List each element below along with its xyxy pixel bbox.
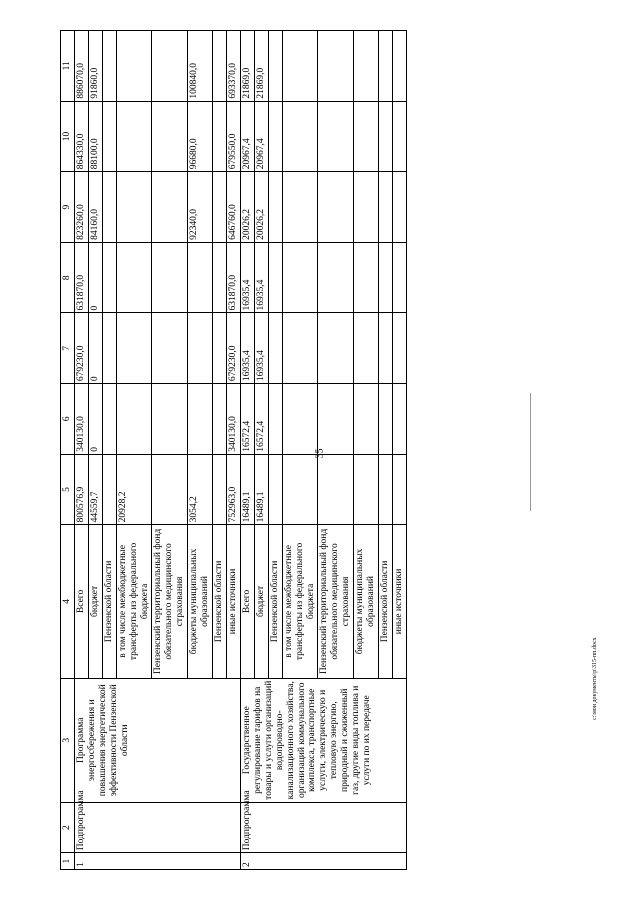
footer-path: с:\мои документы\p\315-пп.docx	[592, 637, 598, 720]
value-cell	[116, 313, 152, 384]
value-cell	[354, 454, 379, 525]
value-cell: 0	[88, 242, 102, 313]
value-cell	[102, 313, 116, 384]
row-label: бюджеты муниципальных образований	[354, 525, 379, 678]
value-cell	[102, 384, 116, 455]
value-cell: 886070,0	[74, 31, 88, 102]
row-label: бюджет	[254, 525, 268, 678]
row-label: Всего	[74, 525, 88, 678]
value-cell	[102, 454, 116, 525]
value-cell	[318, 313, 354, 384]
value-cell: 646760,0	[226, 172, 240, 243]
value-cell: 679230,0	[226, 313, 240, 384]
header-cell: 3	[61, 678, 75, 802]
value-cell: 16572,4	[254, 384, 268, 455]
value-cell: 88100,0	[88, 101, 102, 172]
value-cell: 16935,4	[254, 313, 268, 384]
row-c3: Программа энергосбережения и повышения энергетической эффективности Пензенской области	[74, 678, 240, 802]
value-cell: 752963,0	[226, 454, 240, 525]
value-cell	[392, 454, 406, 525]
row-c3: Государственное регулирование тарифов на товары и услуги организаций водопроводно-канализационного хозяйства, организаций коммунального комплекса, транспортные услуги, электрическую и тепловую энергию, природный и сжиженный газ, другие виды топлива и услуги по их передаче	[240, 678, 406, 802]
value-cell	[188, 313, 213, 384]
value-cell	[354, 313, 379, 384]
value-cell	[102, 172, 116, 243]
value-cell	[268, 172, 282, 243]
header-cell: 9	[61, 172, 75, 243]
value-cell: 21869,0	[240, 31, 254, 102]
value-cell: 91860,0	[88, 31, 102, 102]
row-label: Пензенской области	[268, 525, 282, 678]
value-cell: 16935,4	[240, 313, 254, 384]
value-cell	[318, 242, 354, 313]
row-label: Пензенской области	[379, 525, 393, 678]
value-cell	[268, 242, 282, 313]
value-cell: 16935,4	[240, 242, 254, 313]
row-label: Пензенской области	[213, 525, 227, 678]
budget-table	[60, 30, 407, 870]
header-cell: 6	[61, 384, 75, 455]
value-cell	[318, 384, 354, 455]
header-cell: 10	[61, 101, 75, 172]
row-label: Пензенский территориальный фонд обязательного медицинского страхования	[152, 525, 188, 678]
row-label: Пензенской области	[102, 525, 116, 678]
value-cell: 16489,1	[240, 454, 254, 525]
value-cell	[282, 172, 318, 243]
value-cell	[354, 242, 379, 313]
value-cell	[116, 31, 152, 102]
value-cell	[379, 313, 393, 384]
header-cell: 1	[61, 853, 75, 870]
value-cell	[282, 101, 318, 172]
header-cell: 5	[61, 454, 75, 525]
value-cell	[392, 31, 406, 102]
header-cell: 8	[61, 242, 75, 313]
value-cell	[116, 242, 152, 313]
value-cell	[152, 454, 188, 525]
value-cell: 864330,0	[74, 101, 88, 172]
value-cell: 21869,0	[254, 31, 268, 102]
table-row	[240, 31, 254, 870]
value-cell	[379, 454, 393, 525]
value-cell: 800576,9	[74, 454, 88, 525]
value-cell	[102, 101, 116, 172]
header-cell: 7	[61, 313, 75, 384]
value-cell	[213, 454, 227, 525]
row-label: Всего	[240, 525, 254, 678]
value-cell	[318, 101, 354, 172]
value-cell	[188, 384, 213, 455]
value-cell: 20967,4	[240, 101, 254, 172]
value-cell	[152, 31, 188, 102]
value-cell: 3054,2	[188, 454, 213, 525]
value-cell: 340130,0	[74, 384, 88, 455]
row-c2: Подпрограмма	[74, 802, 240, 852]
value-cell	[392, 384, 406, 455]
header-cell: 2	[61, 802, 75, 852]
value-cell	[213, 242, 227, 313]
value-cell: 92340,0	[188, 172, 213, 243]
value-cell: 631870,0	[74, 242, 88, 313]
value-cell	[152, 313, 188, 384]
value-cell: 0	[88, 313, 102, 384]
row-label: в том числе межбюджетные трансферты из федерального бюджета	[116, 525, 152, 678]
value-cell	[213, 384, 227, 455]
row-label: в том числе межбюджетные трансферты из федерального бюджета	[282, 525, 318, 678]
value-cell	[392, 313, 406, 384]
value-cell: 631870,0	[226, 242, 240, 313]
row-label: иные источники	[226, 525, 240, 678]
value-cell	[354, 31, 379, 102]
row-label: иные источники	[392, 525, 406, 678]
row-label: бюджет	[88, 525, 102, 678]
value-cell	[116, 101, 152, 172]
value-cell: 20026,2	[240, 172, 254, 243]
value-cell	[282, 313, 318, 384]
value-cell	[268, 101, 282, 172]
value-cell: 679230,0	[74, 313, 88, 384]
value-cell	[102, 31, 116, 102]
value-cell	[213, 31, 227, 102]
value-cell	[268, 384, 282, 455]
value-cell	[392, 101, 406, 172]
value-cell	[152, 101, 188, 172]
header-cell: 11	[61, 31, 75, 102]
value-cell: 0	[88, 384, 102, 455]
page-number: 35	[314, 448, 326, 459]
value-cell: 96680,0	[188, 101, 213, 172]
value-cell	[354, 384, 379, 455]
value-cell	[152, 242, 188, 313]
divider-line	[530, 393, 531, 511]
value-cell	[152, 384, 188, 455]
value-cell: 693370,0	[226, 31, 240, 102]
header-cell: 4	[61, 525, 75, 678]
row-c1: 1	[74, 853, 240, 870]
value-cell	[213, 101, 227, 172]
value-cell	[392, 172, 406, 243]
header-row	[61, 31, 75, 870]
value-cell	[116, 172, 152, 243]
table-row	[74, 31, 88, 870]
value-cell: 20967,4	[254, 101, 268, 172]
value-cell	[282, 384, 318, 455]
value-cell: 84160,0	[88, 172, 102, 243]
value-cell	[318, 31, 354, 102]
value-cell	[379, 31, 393, 102]
value-cell: 100840,0	[188, 31, 213, 102]
value-cell: 679550,0	[226, 101, 240, 172]
value-cell	[188, 242, 213, 313]
value-cell	[213, 313, 227, 384]
value-cell: 16935,4	[254, 242, 268, 313]
value-cell: 340130,0	[226, 384, 240, 455]
value-cell	[379, 384, 393, 455]
value-cell	[116, 384, 152, 455]
rotated-table-container	[60, 30, 520, 870]
value-cell	[318, 454, 354, 525]
row-label: Пензенский территориальный фонд обязательного медицинского страхования	[318, 525, 354, 678]
row-c1: 2	[240, 853, 406, 870]
table-body	[74, 31, 406, 870]
value-cell	[354, 172, 379, 243]
row-label: бюджеты муниципальных образований	[188, 525, 213, 678]
value-cell	[392, 242, 406, 313]
value-cell: 823260,0	[74, 172, 88, 243]
value-cell	[379, 242, 393, 313]
value-cell	[268, 31, 282, 102]
value-cell	[318, 172, 354, 243]
value-cell: 44559,7	[88, 454, 102, 525]
row-c2: Подпрограмма	[240, 802, 406, 852]
value-cell: 20928,2	[116, 454, 152, 525]
value-cell	[282, 31, 318, 102]
value-cell	[282, 454, 318, 525]
value-cell	[152, 172, 188, 243]
value-cell	[268, 313, 282, 384]
value-cell	[268, 454, 282, 525]
value-cell	[379, 172, 393, 243]
value-cell	[102, 242, 116, 313]
value-cell	[379, 101, 393, 172]
value-cell: 16572,4	[240, 384, 254, 455]
value-cell	[282, 242, 318, 313]
value-cell: 16489,1	[254, 454, 268, 525]
value-cell	[354, 101, 379, 172]
value-cell: 20026,2	[254, 172, 268, 243]
value-cell	[213, 172, 227, 243]
